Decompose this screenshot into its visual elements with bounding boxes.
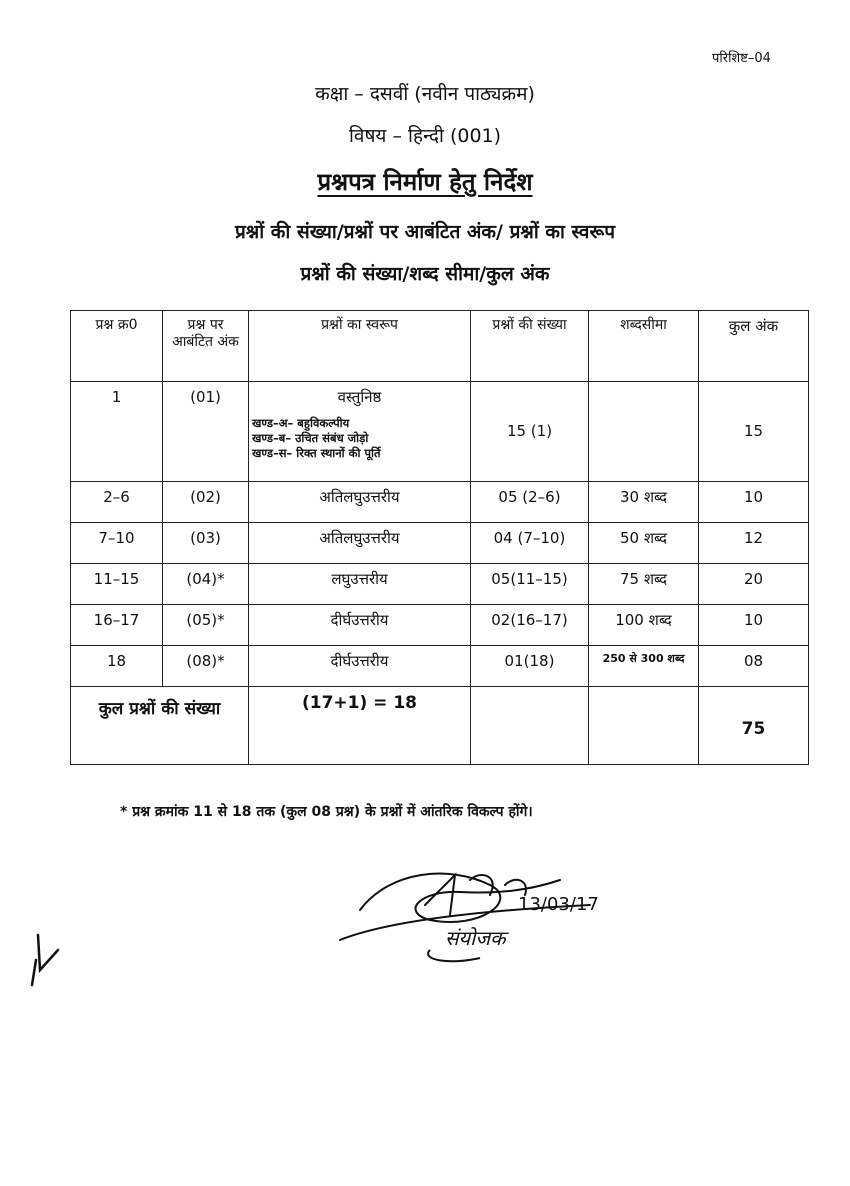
cell-word-limit: 250 से 300 शब्द xyxy=(589,646,699,687)
cell-q-no: 18 xyxy=(71,646,163,687)
table-row xyxy=(71,605,809,646)
signature-scribble xyxy=(330,850,630,970)
cell-marks-each: (08)* xyxy=(163,646,249,687)
total-count-expression: (17+1) = 18 xyxy=(249,687,471,765)
cell-q-no: 7–10 xyxy=(71,523,163,564)
signature-designation: संयोजक xyxy=(445,926,506,950)
cell-total: 08 xyxy=(699,646,809,687)
subject-line: विषय – हिन्दी (001) xyxy=(348,125,502,147)
cell-word-limit: 100 शब्द xyxy=(589,605,699,646)
cell-type: अतिलघुउत्तरीय xyxy=(249,482,471,523)
page-reference: परिशिष्ट–04 xyxy=(712,51,771,66)
table-row xyxy=(71,523,809,564)
cell-count: 04 (7–10) xyxy=(471,523,589,564)
section-item: खण्ड–ब– उचित संबंध जोड़ो xyxy=(252,430,369,445)
header-type: प्रश्नों का स्वरूप xyxy=(249,311,471,382)
document-title xyxy=(0,165,850,198)
subtitle-line-2: प्रश्नों की संख्या/शब्द सीमा/कुल अंक xyxy=(300,263,550,285)
section-item: खण्ड–अ– बहुविकल्पीय xyxy=(252,416,350,430)
cell-count: 02(16–17) xyxy=(471,605,589,646)
cell-total: 10 xyxy=(699,605,809,646)
cell-count xyxy=(471,382,589,482)
cell-marks-each: (05)* xyxy=(163,605,249,646)
section-item: खण्ड–स– रिक्त स्थानों की पूर्ति xyxy=(252,445,381,460)
class-line: कक्षा – दसवीं (नवीन पाठ्यक्रम) xyxy=(315,83,535,105)
header-marks-each: प्रश्न पर आबंटित अंक xyxy=(163,311,249,382)
cell-count: 05(11–15) xyxy=(471,564,589,605)
cell-total: 20 xyxy=(699,564,809,605)
section-list xyxy=(252,416,467,461)
total-empty-cell xyxy=(589,687,699,765)
table-header-row xyxy=(71,311,809,382)
total-empty-cell xyxy=(471,687,589,765)
header-word-limit: शब्दसीमा xyxy=(589,311,699,382)
cell-total: 10 xyxy=(699,482,809,523)
cell-word-limit: 50 शब्द xyxy=(589,523,699,564)
cell-q-no: 2–6 xyxy=(71,482,163,523)
cell-type xyxy=(249,382,471,482)
cell-type: लघुउत्तरीय xyxy=(249,564,471,605)
header-total: कुल अंक xyxy=(699,311,809,382)
count-value: 15 (1) xyxy=(506,422,553,440)
header-q-no: प्रश्न क्र0 xyxy=(71,311,163,382)
cell-marks-each: (04)* xyxy=(163,564,249,605)
table-row xyxy=(71,382,809,482)
signature-date: 13/03/17 xyxy=(518,894,599,915)
total-value: 15 xyxy=(743,422,764,440)
cell-word-limit: 75 शब्द xyxy=(589,564,699,605)
subtitle-line-1: प्रश्नों की संख्या/प्रश्नों पर आबंटित अंक/ प्रश्नों का स्वरूप xyxy=(235,221,615,243)
cell-type: अतिलघुउत्तरीय xyxy=(249,523,471,564)
cell-word-limit xyxy=(589,382,699,482)
table-row xyxy=(71,646,809,687)
document-title-text: प्रश्नपत्र निर्माण हेतु निर्देश xyxy=(317,168,533,196)
type-label: वस्तुनिष्ठ xyxy=(337,388,382,406)
cell-q-no: 1 xyxy=(71,382,163,482)
cell-q-no: 16–17 xyxy=(71,605,163,646)
question-distribution-table xyxy=(70,310,809,765)
cell-total xyxy=(699,382,809,482)
cell-count: 01(18) xyxy=(471,646,589,687)
cell-type: दीर्घउत्तरीय xyxy=(249,605,471,646)
table-total-row xyxy=(71,687,809,765)
total-label: कुल प्रश्नों की संख्या xyxy=(71,687,249,765)
table-row xyxy=(71,564,809,605)
cell-count: 05 (2–6) xyxy=(471,482,589,523)
total-marks-value: 75 xyxy=(741,719,766,739)
cell-type: दीर्घउत्तरीय xyxy=(249,646,471,687)
cell-total: 12 xyxy=(699,523,809,564)
cell-marks-each: (02) xyxy=(163,482,249,523)
cell-q-no: 11–15 xyxy=(71,564,163,605)
footnote: * प्रश्न क्रमांक 11 से 18 तक (कुल 08 प्रश्न) के प्रश्नों में आंतरिक विकल्प होंगे। xyxy=(120,804,533,820)
table-row xyxy=(71,482,809,523)
cell-word-limit: 30 शब्द xyxy=(589,482,699,523)
margin-mark xyxy=(28,925,68,990)
header-count: प्रश्नों की संख्या xyxy=(471,311,589,382)
cell-marks-each: (03) xyxy=(163,523,249,564)
total-marks xyxy=(699,687,809,765)
cell-marks-each: (01) xyxy=(163,382,249,482)
